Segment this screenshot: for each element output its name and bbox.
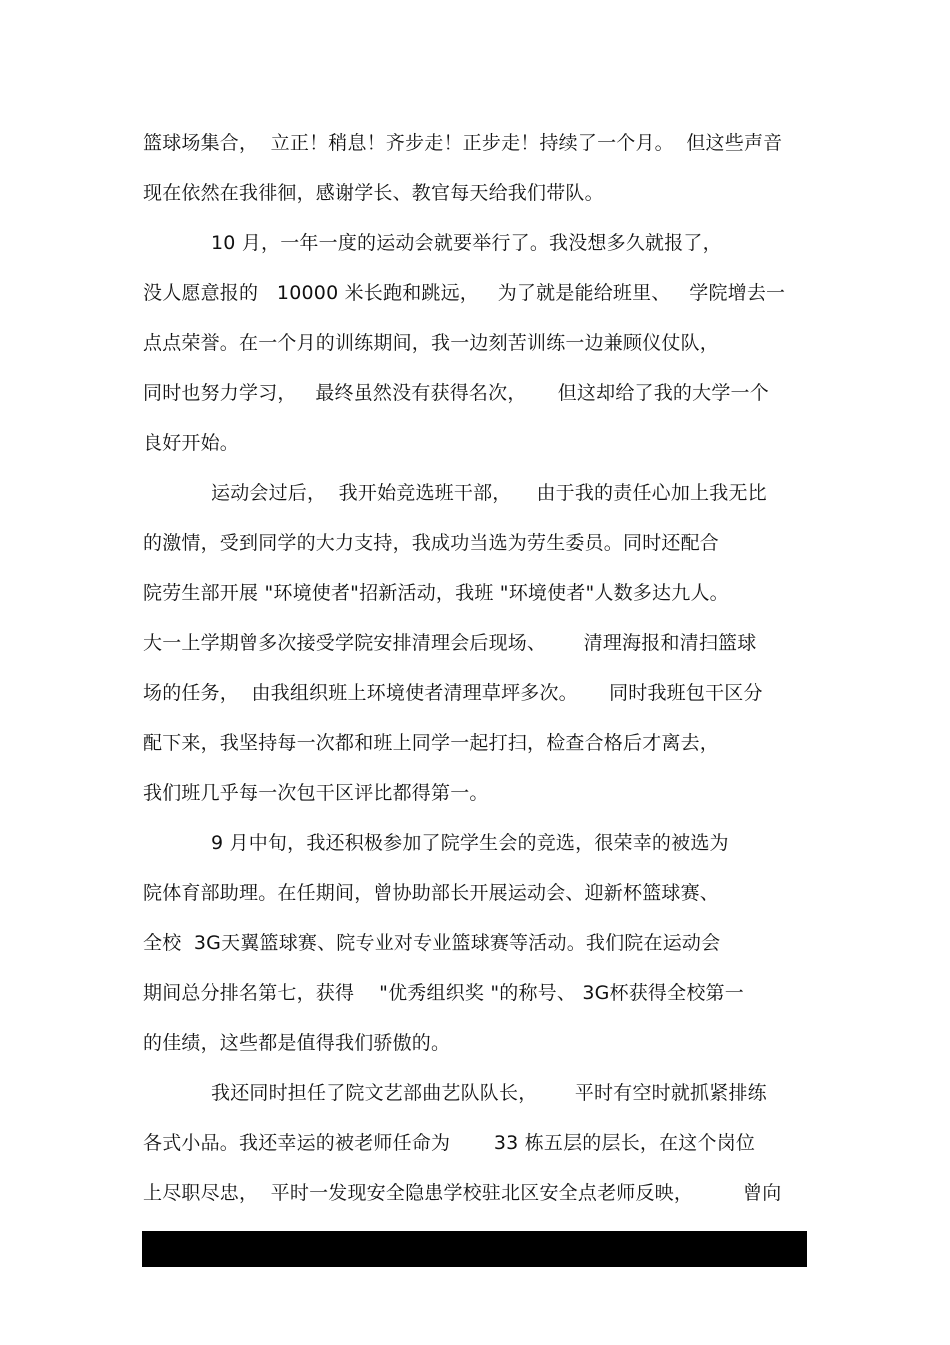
paragraph-start-line: 运动会过后， 我开始竞选班干部， 由于我的责任心加上我无比: [211, 482, 767, 504]
text-line: 全校 3G天翼篮球赛、院专业对专业篮球赛等活动。我们院在运动会: [143, 932, 721, 954]
text-line: 良好开始。: [143, 432, 240, 454]
redaction-bar: [142, 1231, 807, 1267]
text-line: 同时也努力学习， 最终虽然没有获得名次， 但这却给了我的大学一个: [143, 382, 769, 404]
text-line: 的激情，受到同学的大力支持，我成功当选为劳生委员。同时还配合: [143, 532, 720, 554]
text-line: 期间总分排名第七，获得 "优秀组织奖 "的称号、 3G杯获得全校第一: [143, 982, 744, 1004]
text-line: 各式小品。我还幸运的被老师任命为 33 栋五层的层长，在这个岗位: [143, 1132, 756, 1154]
paragraph-start-line: 10 月，一年一度的运动会就要举行了。我没想多久就报了，: [211, 232, 722, 254]
paragraph-start-line: 我还同时担任了院文艺部曲艺队队长， 平时有空时就抓紧排练: [211, 1082, 767, 1104]
text-line: 没人愿意报的 10000 米长跑和跳远， 为了就是能给班里、 学院增去一: [143, 282, 786, 304]
text-line: 大一上学期曾多次接受学院安排清理会后现场、 清理海报和清扫篮球: [143, 632, 757, 654]
text-line: 的佳绩，这些都是值得我们骄傲的。: [143, 1032, 451, 1054]
text-line: 场的任务， 由我组织班上环境使者清理草坪多次。 同时我班包干区分: [143, 682, 763, 704]
text-line: 点点荣誉。在一个月的训练期间，我一边刻苦训练一边兼顾仪仗队，: [143, 332, 720, 354]
text-line: 上尽职尽忠， 平时一发现安全隐患学校驻北区安全点老师反映， 曾向: [143, 1182, 782, 1204]
text-line: 篮球场集合， 立正！稍息！齐步走！正步走！持续了一个月。 但这些声音: [143, 132, 783, 154]
text-line: 院劳生部开展 "环境使者"招新活动，我班 "环境使者"人数多达九人。: [143, 582, 729, 604]
text-line: 配下来，我坚持每一次都和班上同学一起打扫，检查合格后才离去，: [143, 732, 720, 754]
text-line: 我们班几乎每一次包干区评比都得第一。: [143, 782, 489, 804]
text-line: 院体育部助理。在任期间，曾协助部长开展运动会、迎新杯篮球赛、: [143, 882, 720, 904]
paragraph-start-line: 9 月中旬，我还积极参加了院学生会的竞选，很荣幸的被选为: [211, 832, 729, 854]
text-line: 现在依然在我徘徊，感谢学长、教官每天给我们带队。: [143, 182, 604, 204]
